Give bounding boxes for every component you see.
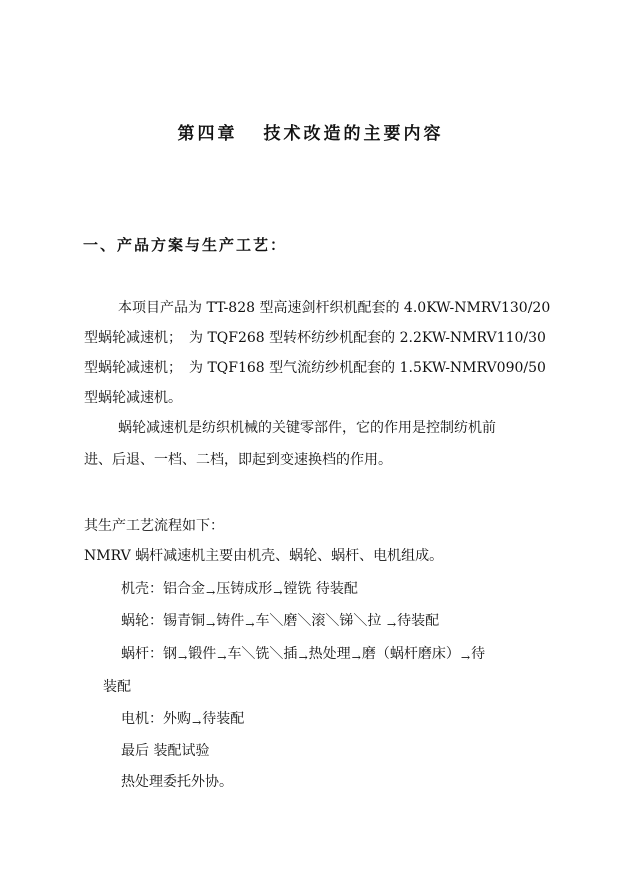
process-step: 锻件 (188, 646, 217, 662)
arrow-icon: → (206, 586, 216, 599)
process-step: 铝合金 (163, 581, 205, 597)
process-step: 外购 (163, 711, 191, 727)
process-worm (121, 645, 485, 667)
arrow-icon: → (351, 651, 361, 664)
heat-treatment-line: 热处理委托外协。 (121, 774, 233, 790)
arrow-icon: → (273, 586, 283, 599)
chapter-title (0, 119, 621, 144)
process-step: 车＼铣＼插 (227, 646, 298, 662)
process-label: 蜗杆： (121, 646, 163, 662)
process-housing (121, 580, 358, 602)
process-step: 钢 (163, 646, 177, 662)
process-step: 待装配 (397, 613, 440, 629)
arrow-icon: → (460, 651, 471, 664)
process-label: 机壳： (121, 581, 163, 597)
composition-line: NMRV 蜗杆减速机主要由机壳、蜗轮、蜗杆、电机组成。 (84, 548, 444, 564)
process-label: 电机： (121, 711, 163, 727)
process-step: 待装配 (202, 711, 245, 727)
arrow-icon: → (178, 651, 188, 664)
process-step: 锡青铜 (163, 613, 205, 629)
process-step: 铸件 (216, 613, 245, 629)
flow-heading: 其生产工艺流程如下： (84, 518, 224, 534)
arrow-icon: → (386, 618, 397, 631)
process-worm-continued: 装配 (103, 679, 131, 695)
arrow-icon: → (206, 618, 216, 631)
intro-line-4: 型蜗轮减速机。 (84, 390, 182, 406)
chapter-topic: 技术改造的主要内容 (263, 124, 444, 144)
arrow-icon: → (192, 716, 202, 729)
process-step: 热处理 (308, 646, 351, 662)
intro-line-3: 型蜗轮减速机； 为 TQF168 型气流纺纱机配套的 1.5KW-NMRV090/50 (84, 360, 546, 376)
intro-line-1: 本项目产品为 TT-828 型高速剑杆织机配套的 4.0KW-NMRV130/20 (118, 300, 551, 316)
process-step: 压铸成形 (216, 581, 273, 597)
process-step: 镗铣 待装配 (283, 581, 358, 597)
intro-line-2: 型蜗轮减速机； 为 TQF268 型转杯纺纱机配套的 2.2KW-NMRV110/30 (84, 330, 546, 346)
para2-line-2: 进、后退、一档、二档，即起到变速换档的作用。 (84, 452, 392, 468)
final-assembly-line: 最后 装配试验 (121, 743, 210, 759)
section-heading: 一、产品方案与生产工艺： (83, 236, 288, 254)
process-step: 磨（蜗杆磨床） (361, 646, 460, 662)
chapter-number: 第四章 (177, 124, 238, 144)
process-wormwheel (121, 612, 439, 634)
process-step: 待 (471, 646, 486, 662)
para2-line-1: 蜗轮减速机是纺织机械的关键零部件，它的作用是控制纺机前 (118, 420, 496, 436)
process-step: 车＼磨＼滚＼锑＼拉 (255, 613, 386, 629)
arrow-icon: → (217, 651, 227, 664)
process-label: 蜗轮： (121, 613, 163, 629)
arrow-icon: → (298, 651, 308, 664)
process-motor (121, 710, 244, 732)
arrow-icon: → (245, 618, 255, 631)
